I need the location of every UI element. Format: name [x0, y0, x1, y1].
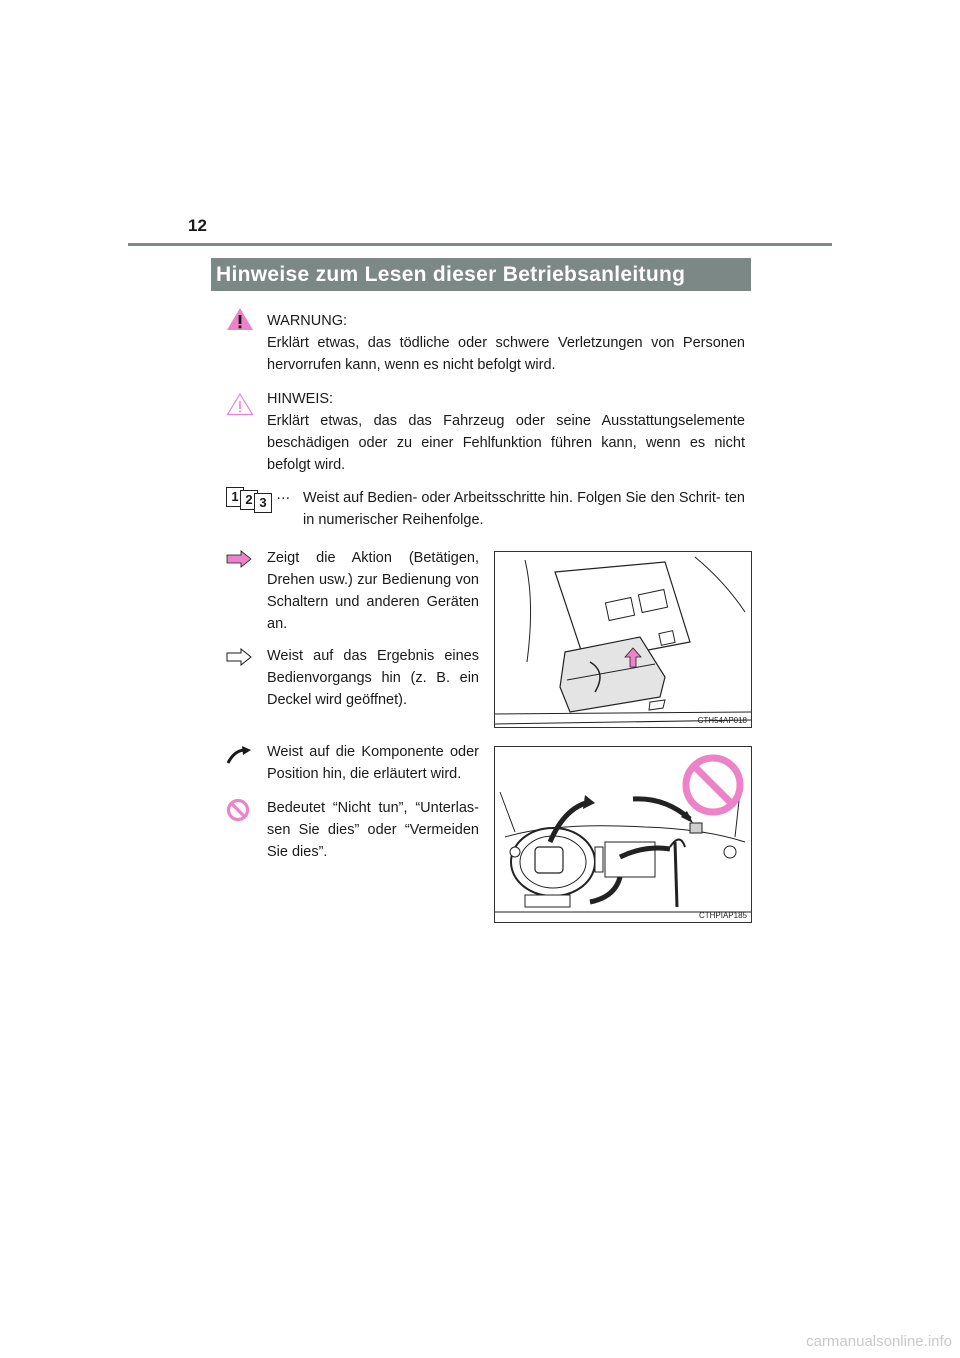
step-number-1: 1 [226, 487, 244, 507]
warning-text: Erklärt etwas, das tödliche oder schwere Verletzungen von Personen hervorrufen kann, wenn es nicht befolgt wird. [267, 335, 745, 373]
step-number-2: 2 [240, 490, 258, 510]
action-text: Zeigt die Aktion (Betätigen, Drehen usw.) zur Bedienung von Schaltern und anderen Geräten an. [267, 550, 479, 632]
section-title: Hinweise zum Lesen dieser Betriebsanleitung [211, 258, 751, 291]
component-text: Weist auf die Komponente oder Position hin, die erläutert wird. [267, 744, 479, 782]
step-number-3: 3 [254, 493, 272, 513]
dashboard-illustration [495, 747, 751, 922]
notice-block [267, 388, 745, 476]
pink-arrow-icon [226, 550, 252, 568]
figure-code: CTHPIAP185 [698, 911, 747, 920]
result-text: Weist auf das Ergebnis eines Bedienvorgangs hin (z. B. ein Deckel wird geöffnet). [267, 648, 479, 708]
figure-dashboard [494, 746, 752, 923]
figure-code: CTH54AP018 [697, 716, 747, 725]
figure-overhead-console [494, 551, 752, 728]
watermark: carmanualsonline.info [806, 1333, 952, 1350]
page-number: 12 [188, 216, 207, 235]
steps-text: Weist auf Bedien- oder Arbeitsschritte hin. Folgen Sie den Schrit- ten in numerischer Reihenfolge. [303, 490, 745, 528]
overhead-console-illustration [495, 552, 751, 727]
notice-label: HINWEIS: [267, 391, 334, 407]
outline-arrow-icon [226, 648, 252, 666]
warning-label: WARNUNG: [267, 313, 348, 329]
prohibition-text: Bedeutet “Nicht tun”, “Unterlas- sen Sie dies” oder “Vermeiden Sie dies”. [267, 800, 479, 860]
warning-block [267, 310, 745, 376]
prohibition-icon [226, 798, 250, 822]
curved-pointer-arrow-icon [226, 745, 252, 765]
header-rule [128, 243, 832, 246]
notice-text: Erklärt etwas, das das Fahrzeug oder seine Ausstattungselemente beschädigen oder zu einer Fehlfunktion führen kann, wenn es nicht befolgt wird. [267, 413, 745, 473]
notice-triangle-outline-icon [226, 392, 254, 416]
steps-ellipsis: … [276, 487, 291, 503]
warning-triangle-filled-icon [226, 307, 254, 331]
